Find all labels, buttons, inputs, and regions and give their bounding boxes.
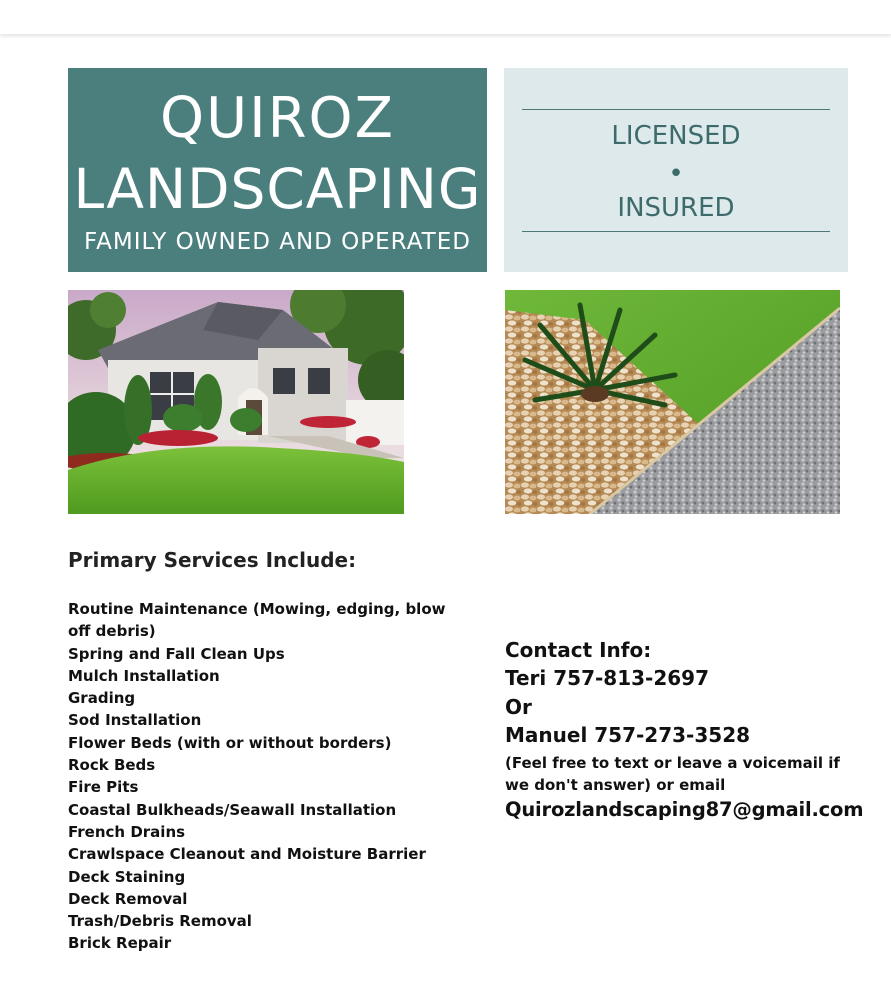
list-item: Deck Staining [68, 867, 186, 886]
list-item: Trash/Debris Removal [68, 912, 252, 931]
house-lawn-photo [68, 290, 404, 514]
contact-or: Or [505, 694, 532, 719]
contact-email[interactable]: Quirozlandscaping87@gmail.com [505, 797, 864, 821]
contact-manuel-phone[interactable]: Manuel 757-273-3528 [505, 723, 751, 747]
business-name-line1: QUIROZ [160, 86, 395, 151]
list-item: Sod Installation [68, 711, 202, 730]
title-banner [68, 68, 487, 272]
bullet-separator: • [668, 159, 684, 189]
services-heading: Primary Services Include: [68, 548, 357, 572]
contact-heading: Contact Info: [505, 638, 652, 662]
list-item: Brick Repair [68, 934, 172, 953]
list-item: Deck Removal [68, 889, 188, 908]
contact-note: (Feel free to text or leave a voicemail if we don't answer) or email [505, 753, 840, 794]
rock-bed-photo [505, 290, 840, 514]
list-item: Grading [68, 689, 136, 708]
licensed-insured-badge [504, 68, 848, 272]
licensed-label: LICENSED [611, 121, 741, 151]
list-item: Rock Beds [68, 756, 156, 775]
badge-divider-bottom [522, 231, 830, 232]
business-name-line2: LANDSCAPING [73, 157, 482, 221]
insured-label: INSURED [617, 193, 735, 223]
tagline: FAMILY OWNED AND OPERATED [84, 229, 471, 255]
contact-teri-phone[interactable]: Teri 757-813-2697 [505, 666, 709, 690]
list-item: Routine Maintenance (Mowing, edging, blow off debris) [68, 600, 446, 641]
list-item: Mulch Installation [68, 666, 220, 685]
list-item: Coastal Bulkheads/Seawall Installation [68, 800, 397, 819]
list-item: Fire Pits [68, 778, 139, 797]
contact-info [505, 636, 865, 823]
list-item: Crawlspace Cleanout and Moisture Barrier [68, 845, 426, 864]
services-list [68, 598, 448, 955]
list-item: French Drains [68, 822, 186, 841]
list-item: Flower Beds (with or without borders) [68, 733, 392, 752]
badge-divider-top [522, 109, 830, 110]
list-item: Spring and Fall Clean Ups [68, 644, 285, 663]
top-bar [0, 0, 891, 34]
